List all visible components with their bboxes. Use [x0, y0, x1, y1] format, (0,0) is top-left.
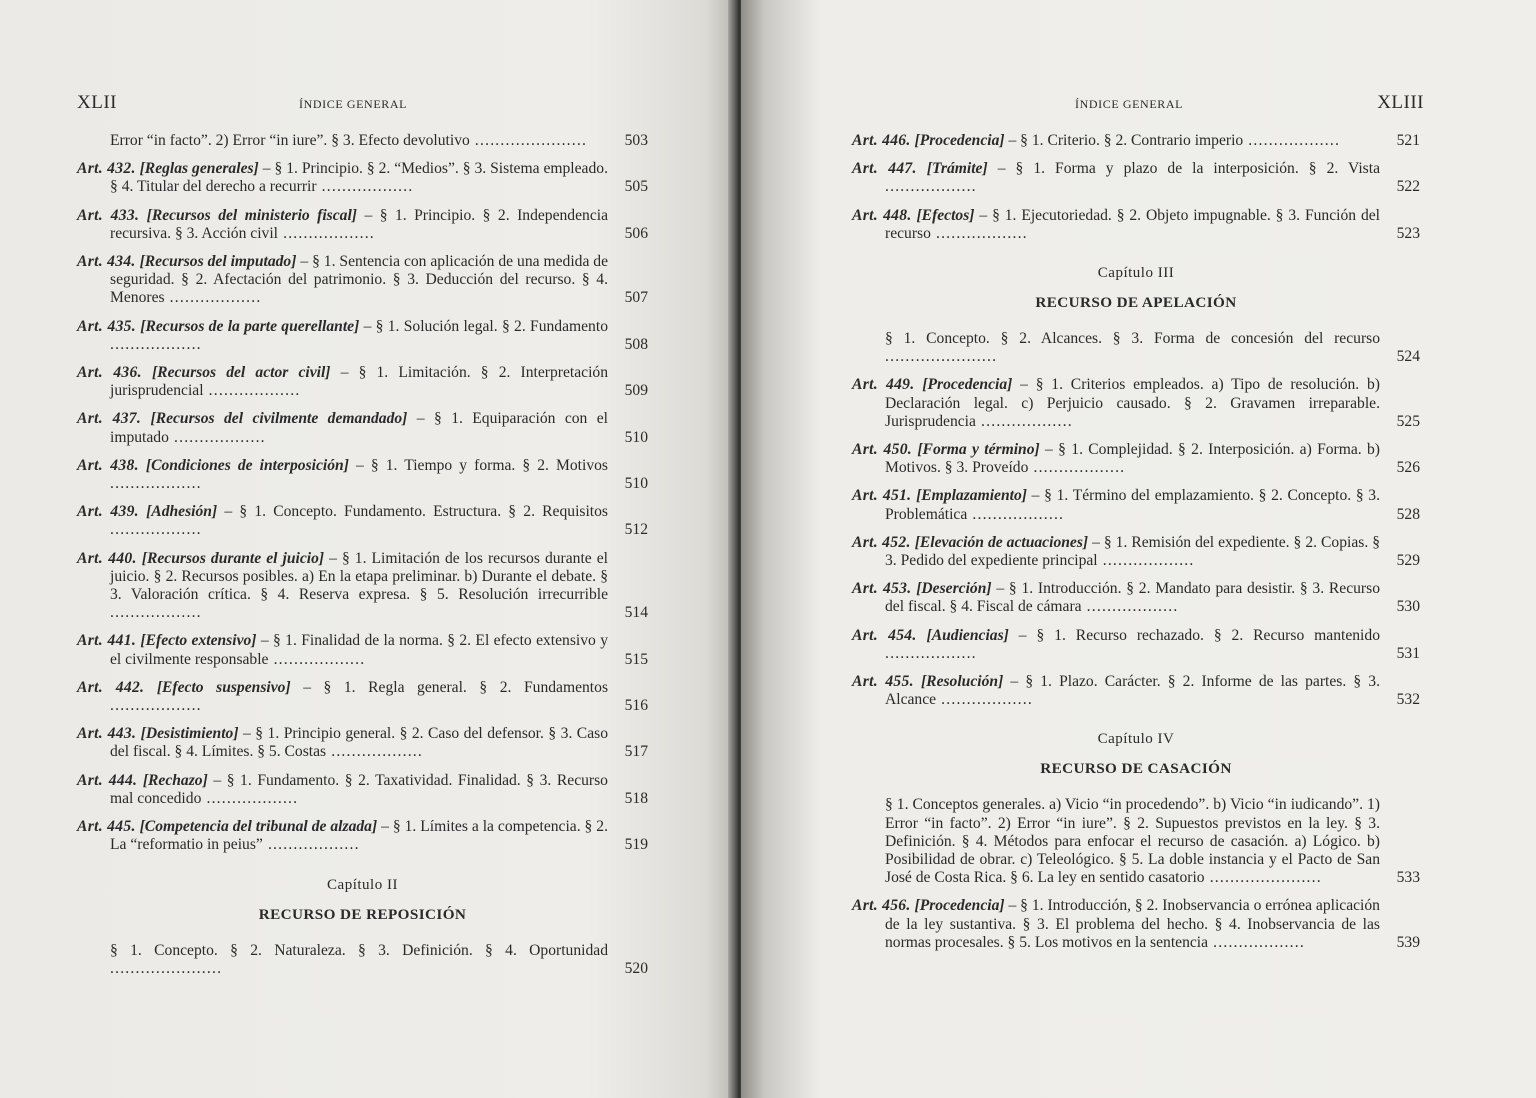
leader-dots: ..................	[326, 743, 423, 761]
toc-page-number: 512	[624, 521, 648, 539]
article-number: Art. 444.	[77, 771, 138, 789]
toc-entry-description: – § 1. Criterios empleados. a) Tipo de resolución. b) Declaración legal. c) Perjuicio causado. § 2. Gravamen irreparable. Jurisprudencia	[885, 376, 1380, 430]
toc-entry	[852, 796, 1420, 887]
article-heading: [Deserción]	[916, 580, 992, 598]
article-number: Art. 440.	[77, 549, 137, 567]
toc-entry-description: – § 1. Criterio. § 2. Contrario imperio	[1004, 132, 1244, 149]
toc-entry	[77, 160, 648, 196]
article-heading: [Procedencia]	[914, 897, 1005, 915]
toc-page-number: 530	[1396, 598, 1420, 616]
toc-page-number: 509	[624, 382, 648, 400]
leader-dots: ..................	[268, 650, 366, 668]
right-page-header	[852, 92, 1424, 116]
toc-entry	[77, 772, 648, 808]
toc-entry	[852, 441, 1420, 477]
article-number: Art. 432.	[77, 160, 136, 178]
leader-dots: ..................	[203, 382, 301, 400]
article-number: Art. 455.	[852, 673, 914, 691]
leader-dots: ..................	[885, 644, 977, 662]
toc-entry-text	[852, 534, 1420, 570]
toc-entry-text	[852, 673, 1420, 709]
toc-entry-text	[77, 410, 648, 446]
article-heading: [Recursos del ministerio fiscal]	[146, 206, 357, 224]
toc-page-number: 533	[1396, 869, 1420, 887]
toc-entry-text	[77, 160, 648, 196]
article-heading: [Recursos durante el juicio]	[141, 549, 325, 567]
toc-entry-text	[77, 364, 648, 400]
toc-entry-description: – § 1. Principio. § 2. “Medios”. § 3. Sistema empleado. § 4. Titular del derecho a recurrir	[110, 160, 608, 196]
chapter-heading: Capítulo IV	[1097, 731, 1175, 748]
article-heading: [Condiciones de interposición]	[145, 456, 349, 474]
left-toc-column	[77, 132, 648, 988]
article-number: Art. 452.	[852, 533, 911, 551]
leader-dots: ..................	[110, 475, 202, 493]
leader-dots: ..................	[936, 691, 1033, 709]
toc-entry-description: – § 1. Limitación. § 2. Interpretación jurisprudencial	[110, 364, 608, 400]
toc-page-number: 517	[624, 743, 648, 761]
leader-dots: ......................	[110, 959, 223, 977]
article-heading: [Trámite]	[926, 160, 988, 178]
article-number: Art. 449.	[852, 376, 915, 394]
toc-entry	[77, 364, 648, 400]
toc-entry-text	[77, 503, 648, 539]
toc-entries	[852, 796, 1420, 952]
leader-dots: ..................	[201, 789, 299, 807]
toc-entry-text	[852, 487, 1420, 523]
article-heading: [Adhesión]	[146, 503, 218, 521]
article-number: Art. 436.	[77, 364, 142, 382]
article-number: Art. 446.	[852, 132, 911, 149]
article-number: Art. 450.	[852, 441, 913, 459]
article-number: Art. 439.	[77, 503, 139, 521]
article-number: Art. 447.	[852, 160, 917, 178]
article-number: Art. 434.	[77, 253, 136, 271]
toc-entry	[852, 627, 1420, 663]
toc-page-number: 523	[1396, 224, 1420, 242]
toc-entry-text	[852, 627, 1420, 663]
toc-entry	[77, 207, 648, 243]
toc-entries	[77, 942, 648, 978]
leader-dots: ..................	[110, 521, 202, 539]
left-page	[0, 0, 735, 1098]
article-number: Art. 445.	[77, 818, 136, 836]
toc-page-number: 507	[624, 289, 648, 307]
toc-entry	[852, 487, 1420, 523]
toc-entry	[77, 503, 648, 539]
toc-entry	[77, 679, 648, 715]
article-heading: [Reglas generales]	[139, 160, 259, 178]
toc-entry-text	[852, 580, 1420, 616]
toc-page-number: 508	[624, 335, 648, 353]
article-heading: [Efecto extensivo]	[140, 632, 257, 650]
toc-entry	[852, 897, 1420, 952]
article-heading: [Desistimiento]	[140, 725, 239, 743]
article-heading: [Recursos del civilmente demandado]	[150, 410, 408, 428]
toc-page-number: 520	[624, 959, 648, 977]
toc-entry-description: – § 1. Limitación de los recursos durante el juicio. § 2. Recursos posibles. a) En la etapa preliminar. b) Durante el debate. § 3. Valoración crítica. § 4. Reserva expresa. § 5. Resolución irrecurrible	[110, 549, 609, 604]
leader-dots: ..................	[975, 412, 1073, 430]
chapter-title: RECURSO DE CASACIÓN	[1040, 760, 1232, 778]
toc-entry-description: – § 1. Ejecutoriedad. § 2. Objeto impugnable. § 3. Función del recurso	[885, 206, 1380, 242]
toc-entry-description: – § 1. Regla general. § 2. Fundamentos	[290, 678, 609, 696]
article-heading: [Elevación de actuaciones]	[914, 533, 1089, 551]
toc-entry	[852, 376, 1420, 431]
toc-entry-text	[852, 796, 1420, 887]
toc-entry	[77, 457, 648, 493]
toc-entry-text	[852, 207, 1420, 243]
toc-entry	[77, 253, 648, 308]
article-heading: [Emplazamiento]	[916, 487, 1027, 505]
toc-page-number: 516	[624, 697, 648, 715]
leader-dots: ......................	[1204, 869, 1322, 887]
article-number: Art. 456.	[852, 897, 911, 915]
leader-dots: ..................	[278, 224, 375, 242]
toc-page-number: 532	[1396, 691, 1420, 709]
leader-dots: ..................	[967, 505, 1065, 523]
toc-page-number: 529	[1396, 552, 1420, 570]
toc-page-number: 539	[1396, 933, 1420, 951]
article-number: Art. 454.	[852, 626, 917, 644]
toc-entry-description: – § 1. Límites a la competencia. § 2. La “reformatio in peius”	[110, 818, 608, 854]
article-number: Art. 441.	[77, 632, 137, 650]
toc-entry-text	[77, 679, 648, 715]
toc-entry-text	[77, 772, 648, 808]
leader-dots: ..................	[164, 289, 262, 307]
toc-entry-text	[852, 330, 1420, 366]
toc-entry	[77, 632, 648, 668]
leader-dots: ......................	[469, 132, 588, 149]
article-heading: [Procedencia]	[922, 376, 1013, 394]
article-number: Art. 453.	[852, 580, 912, 598]
toc-entries	[852, 132, 1420, 243]
toc-page-number: 503	[624, 132, 648, 149]
toc-entry-description: – § 1. Remisión del expediente. § 2. Copias. § 3. Pedido del expediente principal	[885, 533, 1381, 570]
article-heading: [Rechazo]	[142, 771, 208, 789]
toc-page-number: 515	[624, 650, 648, 668]
toc-entry	[77, 725, 648, 761]
running-title: ÍNDICE GENERAL	[1075, 97, 1184, 111]
toc-entry-description: – § 1. Término del emplazamiento. § 2. Concepto. § 3. Problemática	[885, 487, 1380, 523]
toc-entries	[77, 132, 648, 855]
article-heading: [Competencia del tribunal de alzada]	[139, 818, 378, 836]
leader-dots: ..................	[110, 697, 202, 715]
toc-entry	[852, 673, 1420, 709]
chapter-title: RECURSO DE REPOSICIÓN	[258, 905, 467, 923]
toc-page-number: 525	[1396, 412, 1420, 430]
chapter-heading: Capítulo II	[327, 876, 398, 893]
leader-dots: ..................	[1208, 933, 1305, 951]
toc-entry-description: – § 1. Sentencia con aplicación de una medida de seguridad. § 2. Afectación del patrimonio. § 3. Deducción del recurso. § 4. Menores	[110, 253, 609, 307]
toc-entry-description: § 1. Conceptos generales. a) Vicio “in procedendo”. b) Vicio “in iudicando”. 1) Error “in facto”. 2) Error “in iure”. § 2. Supuestos previstos en la ley. § 3. Definición. § 4. Métodos para enfocar el recurso de casación. a) Lógico. b) Posibilidad de obrar. c) Teleológico. § 5. La doble instancia y el Pacto de San José de Costa Rica. § 6. La ley en sentido casatorio	[885, 796, 1380, 887]
toc-entry-text	[852, 160, 1420, 196]
toc-entry-text	[77, 253, 648, 308]
article-heading: [Procedencia]	[914, 132, 1005, 149]
toc-entry	[852, 330, 1420, 366]
toc-entry	[77, 410, 648, 446]
leader-dots: ..................	[168, 428, 266, 446]
toc-entry-description: – § 1. Complejidad. § 2. Interposición. a) Forma. b) Motivos. § 3. Proveído	[885, 441, 1380, 477]
article-heading: [Resolución]	[920, 673, 1004, 691]
toc-entry-text	[77, 550, 648, 623]
article-heading: [Recursos del actor civil]	[151, 364, 331, 382]
toc-entry-text	[77, 942, 648, 978]
page-number: XLII	[77, 92, 117, 113]
leader-dots: ......................	[885, 348, 998, 366]
toc-entry	[77, 942, 648, 978]
article-heading: [Audiencias]	[926, 626, 1009, 644]
toc-entry-text	[77, 318, 648, 354]
leader-dots: ..................	[885, 178, 977, 196]
toc-page-number: 526	[1396, 459, 1420, 477]
article-heading: [Recursos del imputado]	[139, 253, 297, 271]
toc-page-number: 510	[624, 428, 648, 446]
toc-entry	[852, 534, 1420, 570]
toc-entry-description: – § 1. Concepto. Fundamento. Estructura. § 2. Requisitos	[217, 503, 609, 521]
article-number: Art. 448.	[852, 206, 912, 224]
article-number: Art. 451.	[852, 487, 912, 505]
toc-entry	[852, 132, 1420, 150]
leader-dots: ..................	[110, 604, 202, 622]
right-page	[741, 0, 1536, 1098]
toc-page-number: 519	[624, 836, 648, 854]
leader-dots: ..................	[110, 335, 202, 353]
toc-entry-description: – § 1. Introducción, § 2. Inobservancia o errónea aplicación de la ley sustantiva. § 3. El problema del hecho. § 4. Inobservancia de las normas procesales. § 5. Los motivos en la sentencia	[885, 897, 1380, 951]
toc-entry-description: – § 1. Equiparación con el imputado	[110, 410, 608, 446]
toc-page-number: 528	[1396, 505, 1420, 523]
toc-page-number: 524	[1396, 348, 1420, 366]
toc-entry-text	[852, 441, 1420, 477]
toc-entry-description: § 1. Concepto. § 2. Naturaleza. § 3. Definición. § 4. Oportunidad	[110, 941, 608, 959]
toc-entry-description: Error “in facto”. 2) Error “in iure”. § 3. Efecto devolutivo	[110, 132, 470, 149]
toc-entry	[77, 132, 648, 150]
toc-page-number: 522	[1396, 178, 1420, 196]
toc-page-number: 510	[624, 475, 648, 493]
toc-entry-description: – § 1. Principio. § 2. Independencia recursiva. § 3. Acción civil	[110, 206, 608, 242]
running-title: ÍNDICE GENERAL	[299, 97, 408, 111]
toc-entry	[852, 207, 1420, 243]
leader-dots: ..................	[262, 836, 360, 854]
toc-entry-description: – § 1. Fundamento. § 2. Taxatividad. Finalidad. § 3. Recurso mal concedido	[110, 771, 608, 807]
toc-entry-description: – § 1. Finalidad de la norma. § 2. El efecto extensivo y el civilmente responsable	[110, 632, 608, 668]
toc-entry-text	[852, 132, 1420, 150]
article-number: Art. 433.	[77, 206, 140, 224]
toc-entry-text	[77, 632, 648, 668]
toc-entry-description: – § 1. Introducción. § 2. Mandato para desistir. § 3. Recurso del fiscal. § 4. Fiscal de cámara	[885, 580, 1380, 616]
toc-page-number: 505	[624, 178, 648, 196]
toc-page-number: 518	[624, 789, 648, 807]
toc-entry-text	[77, 457, 648, 493]
toc-entry-description: – § 1. Forma y plazo de la interposición. § 2. Vista	[987, 160, 1380, 178]
toc-entry-text	[77, 818, 648, 854]
toc-page-number: 531	[1396, 644, 1420, 662]
chapter-title: RECURSO DE APELACIÓN	[1035, 294, 1237, 312]
article-number: Art. 442.	[77, 678, 145, 696]
leader-dots: ..................	[1028, 459, 1126, 477]
toc-entry-text	[77, 207, 648, 243]
chapter-heading: Capítulo III	[1097, 265, 1175, 282]
toc-entry	[77, 318, 648, 354]
leader-dots: ..................	[316, 178, 414, 196]
toc-entry-description: – § 1. Tiempo y forma. § 2. Motivos	[348, 456, 608, 474]
toc-entry-description: – § 1. Principio general. § 2. Caso del defensor. § 3. Caso del fiscal. § 4. Límites. § 5. Costas	[110, 725, 608, 761]
toc-entry	[852, 160, 1420, 196]
toc-entry-description: – § 1. Solución legal. § 2. Fundamento	[359, 317, 608, 335]
toc-entry-description: – § 1. Plazo. Carácter. § 2. Informe de las partes. § 3. Alcance	[885, 673, 1381, 709]
leader-dots: ..................	[1243, 132, 1341, 149]
article-number: Art. 438.	[77, 456, 139, 474]
toc-entries	[852, 330, 1420, 709]
toc-entry-text	[852, 897, 1420, 952]
leader-dots: ..................	[1081, 598, 1179, 616]
article-number: Art. 443.	[77, 725, 137, 743]
article-number: Art. 437.	[77, 410, 142, 428]
left-page-header	[77, 92, 602, 116]
toc-page-number: 521	[1396, 132, 1420, 149]
article-heading: [Recursos de la parte querellante]	[140, 317, 360, 335]
article-number: Art. 435.	[77, 317, 136, 335]
toc-page-number: 506	[624, 224, 648, 242]
toc-entry	[852, 580, 1420, 616]
article-heading: [Forma y término]	[917, 441, 1040, 459]
right-toc-column	[852, 132, 1420, 962]
article-heading: [Efectos]	[916, 206, 975, 224]
toc-entry-description: – § 1. Recurso rechazado. § 2. Recurso mantenido	[1008, 626, 1380, 644]
leader-dots: ..................	[930, 224, 1028, 242]
toc-entry-text	[852, 376, 1420, 431]
toc-entry-description: § 1. Concepto. § 2. Alcances. § 3. Forma de concesión del recurso	[885, 330, 1380, 348]
page-number: XLIII	[1377, 92, 1424, 113]
toc-entry	[77, 818, 648, 854]
article-heading: [Efecto suspensivo]	[156, 678, 291, 696]
toc-entry	[77, 550, 648, 623]
toc-entry-text	[77, 132, 648, 150]
toc-entry-text	[77, 725, 648, 761]
leader-dots: ..................	[1097, 552, 1195, 570]
toc-page-number: 514	[624, 604, 648, 622]
